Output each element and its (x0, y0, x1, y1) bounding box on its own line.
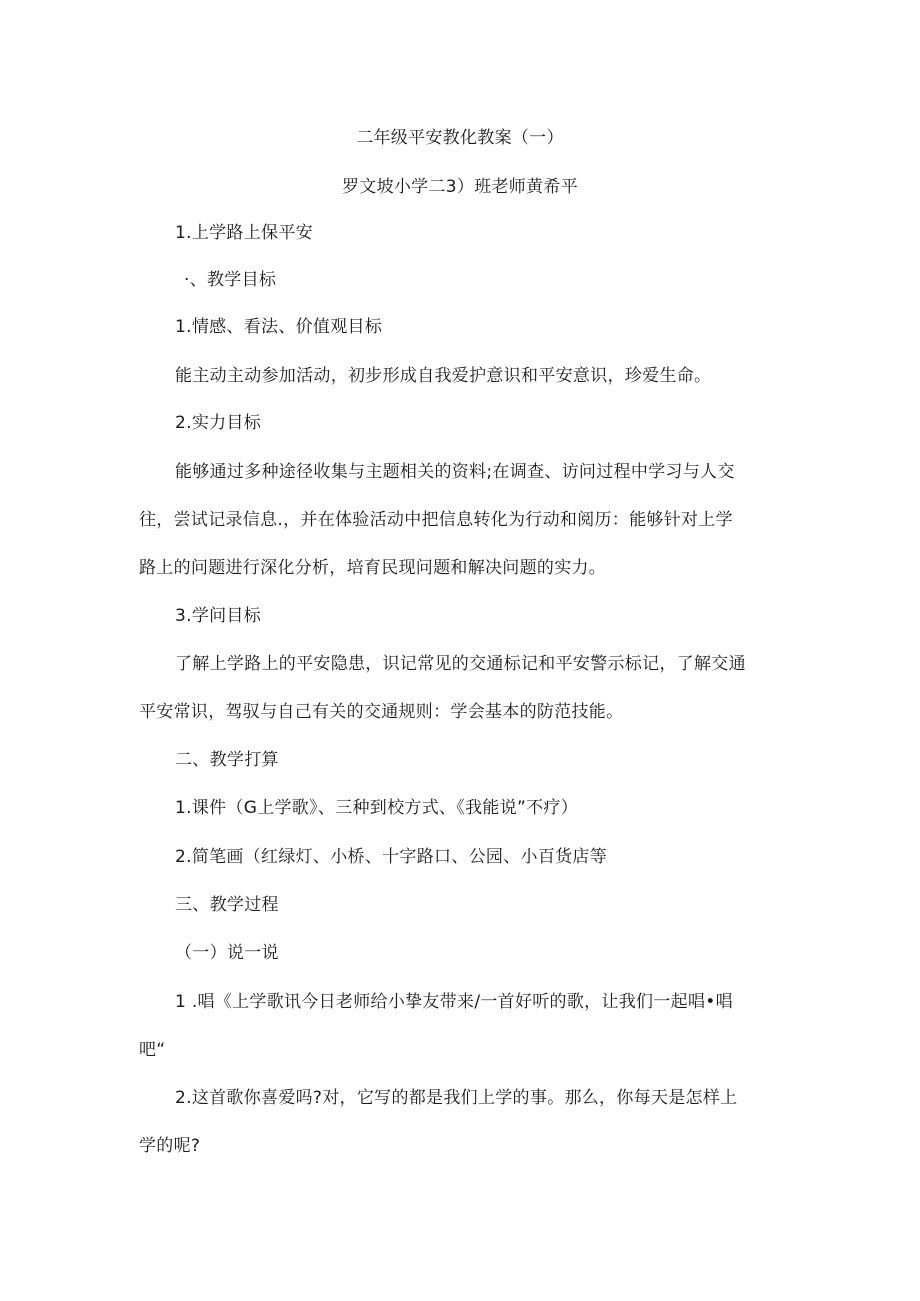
section-heading: ·、教学目标 (184, 270, 277, 290)
subsection-heading: 2.实力目标 (175, 413, 262, 433)
paragraph-line: 吧“ (139, 1040, 166, 1060)
paragraph-line: 平安常识，驾驭与自己有关的交通规则：学会基本的防范技能。 (139, 702, 624, 722)
list-item: 1.课件（G上学歌》、三种到校方式、《我能说”不疗） (175, 798, 578, 818)
paragraph-line: 能够通过多种途径收集与主题相关的资料;在调查、访问过程中学习与人交 (175, 462, 735, 482)
document-subtitle: 罗文坡小学二3）班老师黄希平 (341, 177, 578, 197)
section-heading: 二、教学打算 (175, 750, 279, 770)
paragraph-line: 了解上学路上的平安隐患，识记常见的交通标记和平安警示标记，了解交通 (175, 654, 746, 674)
section-heading: 1.上学路上保平安 (175, 223, 313, 243)
section-heading: 三、教学过程 (175, 895, 279, 915)
document-title: 二年级平安教化教案（一） (356, 128, 564, 148)
subsection-heading: 1.情感、看法、价值观目标 (175, 317, 383, 337)
paragraph-line: 能主动主动参加活动，初步形成自我爱护意识和平安意识，珍爱生命。 (175, 366, 712, 386)
subsection-heading: 3.学问目标 (175, 606, 262, 626)
paragraph-line: 往，尝试记录信息.，并在体验活动中把信息转化为行动和阅历：能够针对上学 (139, 510, 733, 530)
paragraph-line: 路上的问题进行深化分析，培育民现问题和解决问题的实力。 (139, 558, 607, 578)
paragraph-line: 2.这首歌你喜爱吗?对，它写的都是我们上学的事。那么，你每天是怎样上 (175, 1088, 738, 1108)
paragraph-line: 1 .唱《上学歌讯今日老师给小挚友带来/一首好听的歌，让我们一起唱•唱 (175, 992, 733, 1012)
list-item: 2.简笔画（红绿灯、小桥、十字路口、公园、小百货店等 (175, 847, 608, 867)
subsection-heading: （一）说一说 (175, 943, 279, 963)
paragraph-line: 学的呢? (139, 1136, 201, 1156)
